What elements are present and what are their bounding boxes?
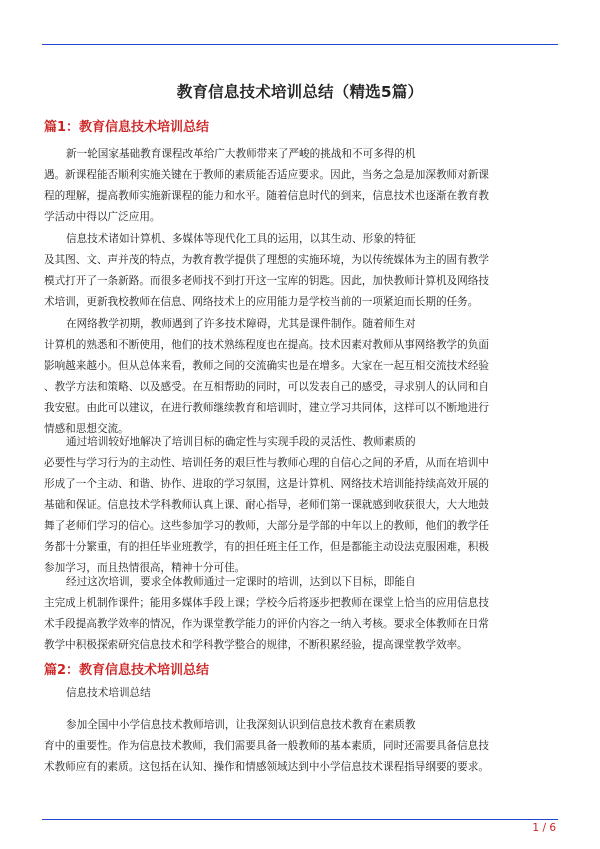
text-line: 遇。新课程能否顺利实施关键在于教师的素质能否适应要求。因此，当务之急是加深教师对新课 — [44, 169, 489, 181]
text-line: 在网络教学初期，教师遇到了许多技术障碍，尤其是课件制作。随着师生对 — [66, 318, 416, 330]
section-heading-1: 篇1：教育信息技术培训总结 — [44, 120, 210, 135]
paragraph — [44, 144, 564, 228]
text-line: 经过这次培训，要求全体教师通过一定课时的培训，达到以下目标，即能自 — [66, 576, 416, 588]
section-heading-2: 篇2：教育信息技术培训总结 — [44, 663, 210, 678]
text-line: 信息技术培训总结 — [66, 687, 151, 699]
paragraph — [44, 314, 564, 440]
text-line: 影响越来越小。但从总体来看，教师之间的交流确实也是在增多。大家在一起互相交流技术经验 — [44, 360, 489, 372]
text-line: 术教师应有的素质。这包括在认知、操作和情感领域达到中小学信息技术课程指导纲要的要求。 — [44, 761, 489, 773]
text-line: 主完成上机制作课件；能用多媒体手段上课；学校今后将逐步把教师在课堂上恰当的应用信息技 — [44, 597, 489, 609]
text-line: 育中的重要性。作为信息技术教师，我们需要具备一般教师的基本素质，同时还需要具备信息技 — [44, 740, 489, 752]
paragraph — [44, 432, 564, 579]
text-line: 教学中积极探索研究信息技术和学科教学整合的规律，不断积累经验，提高课堂教学效率。 — [44, 639, 468, 651]
text-line: 术手段提高教学效率的情况，作为课堂教学能力的评价内容之一纳入考核。要求全体教师在日常 — [44, 618, 489, 630]
paragraph — [44, 715, 564, 778]
text-line: 学活动中得以广泛应用。 — [44, 211, 161, 223]
header-rule — [42, 44, 558, 45]
text-line: 基础和保证。信息技术学科教师认真上课、耐心指导，老师们第一课就感到收获很大，大大地鼓 — [44, 499, 489, 511]
text-line: 我安慰。由此可以建议，在进行教师继续教育和培训时，建立学习共同体，这样可以不断地进行 — [44, 402, 489, 414]
paragraph — [44, 229, 564, 313]
text-line: 必要性与学习行为的主动性、培训任务的艰巨性与教师心理的自信心之间的矛盾，从而在培训中 — [44, 457, 489, 469]
text-line: 术培训，更新我校教师在信息、网络技术上的应用能力是学校当前的一项紧迫而长期的任务。 — [44, 296, 479, 308]
text-line: 参加全国中小学信息技术教师培训，让我深刻认识到信息技术教育在素质教 — [66, 719, 416, 731]
text-line: 计算机的熟悉和不断使用，他们的技术熟练程度也在提高。技术因素对教师从事网络教学的负面 — [44, 339, 489, 351]
text-line: 情感和思想交流。 — [44, 423, 129, 435]
text-line: 、教学方法和策略、以及感受。在互相帮助的同时，可以发表自己的感受，寻求别人的认同和自 — [44, 381, 489, 393]
text-line: 程的理解，提高教师实施新课程的能力和水平。随着信息时代的到来，信息技术也逐渐在教育教 — [44, 190, 489, 202]
paragraph — [44, 683, 564, 704]
text-line: 新一轮国家基础教育课程改革给广大教师带来了严峻的挑战和不可多得的机 — [66, 148, 416, 160]
text-line: 通过培训较好地解决了培训目标的确定性与实现手段的灵活性、教师素质的 — [66, 436, 416, 448]
footer-rule — [42, 819, 558, 820]
text-line: 模式打开了一条新路。而很多老师找不到打开这一宝库的钥匙。因此，加快教师计算机及网络技 — [44, 275, 489, 287]
page-number: 1 / 6 — [532, 822, 556, 834]
text-line: 参加学习，而且热情很高，精神十分可佳。 — [44, 562, 246, 574]
text-line: 形成了一个主动、和谐、协作、进取的学习氛围，这是计算机、网络技术培训能持续高效开展的 — [44, 478, 489, 490]
text-line: 及其图、文、声并茂的特点，为教育教学提供了理想的实施环境，为以传统媒体为主的固有教学 — [44, 254, 489, 266]
paragraph — [44, 572, 564, 656]
text-line: 舞了老师们学习的信心。这些参加学习的教师，大部分是学部的中年以上的教师，他们的教学任 — [44, 520, 489, 532]
text-line: 务都十分繁重，有的担任毕业班教学，有的担任班主任工作，但是都能主动设法克服困难，积极 — [44, 541, 489, 553]
text-line: 信息技术诸如计算机、多媒体等现代化工具的运用，以其生动、形象的特征 — [66, 233, 416, 245]
document-title: 教育信息技术培训总结（精选5篇） — [176, 83, 424, 101]
